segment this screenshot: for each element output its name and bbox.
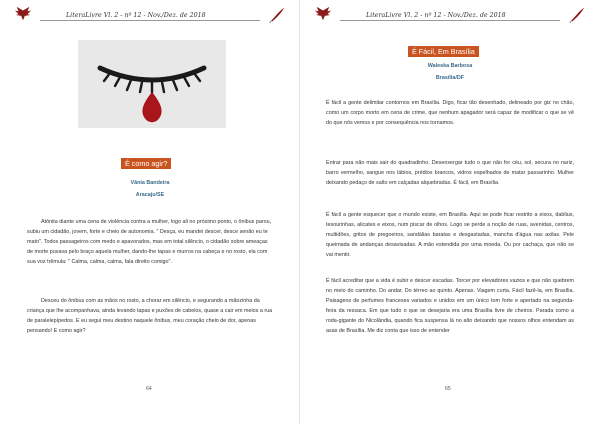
header-title: LiteraLivre Vl. 2 - nº 12 - Nov./Dez. de 2018 [66,12,206,19]
paragraph-1: Atônita diante uma cena de violência contra a mulher, logo ali no próximo ponto, o ônibus parou, subiu um cidadão, jovem, forte e cheio de autonomia. " Desça, eu mandei descer, desce senão eu te mato". Todos passageiros com medo e apavorados, mas em total silêncio, o cidadão sobre ameaças de morte puxava pelo braço aquela mulher, dando-lhe tapas e murros na cabeça e no rosto, ela com sua voz trêmula: " Calma, calma, calma, fala direito comigo". [27,219,272,266]
header-rule [340,20,560,21]
author-place: Aracaju/SE [135,192,165,198]
right-page [300,0,600,424]
crying-eye-illustration [78,40,226,128]
quill-icon [268,6,286,24]
paragraph-2: Entrar para não mais sair do quadradinho. Desenxergar tudo o que não for céu, sol, secura no nariz, barro vermelho, sangue nos lábios, prédios brancos, vidros espelhados de matar passarinho. Mulher deixando pedaço de salto em calçadas alquebradas. É fácil, em Brasília. [326,160,574,187]
paragraph-1: É fácil a gente delimitar contornos em Brasília. Digo, ficar tão desenhado, delineado por giz no chão, como um corpo morto em cena de crime, que nenhum apagador será capaz de modificar o que se vê do que nós vemos e por consequência nos tornamos. [326,100,574,127]
author-name: Waleska Barbosa [427,63,473,69]
author-name: Vânia Bandeira [130,180,170,186]
eagle-icon [314,6,332,24]
page-number: 65 [445,386,451,392]
page-number: 64 [146,386,152,392]
header-title: LiteraLivre Vl. 2 - nº 12 - Nov./Dez. de 2018 [366,12,506,19]
header-rule [40,20,260,21]
author-place: Brasília/DF [435,75,465,81]
paragraph-4: É fácil acreditar que a vida é subir e descer escadas. Torcer por elevadores vazios e que não quebrem no meio do caminho. Do andar. Do térreo ao quinto. Apenas. Viagem curta. Fácil fazê-la, em Brasília. Paisagens de perfumes franceses variados e unidos em um único tom forte e apertado na segunda-feira da ressaca. Em que tudo o que se desejaria era uma Brasília livre de cheiros. Parada como a roda-gigante do Nicolândia, quando fica suspensa lá no alto deixando que nossos olhos entendam as asas de Brasília. Me diz conta que isso de entender [326,278,574,335]
paragraph-3: É fácil a gente esquecer que o mundo existe, em Brasília. Aqui se pode ficar restrito a eixos, dablius, tesourinhas, alicates e eixos, num piscar de olhos. Logo se perde a noção de ruas, avenidas, centros, multidões, gritos de pregoeiros, sandálias baratas e desgastadas, mancha d'água nas axilas. Pele queimada de andanças desavisadas. A mão estendida por uma moeda. Ou por cachaça, que não se vai mentir. [326,212,574,259]
eagle-icon [14,6,32,24]
story-title: É como agir? [121,158,171,169]
quill-icon [568,6,586,24]
paragraph-2: Desceu do ônibus com as mãos no rosto, a chorar em silêncio, e segurando a mãozinha da criança que lhe acompanhava, ainda levando tapas e puxões de cabelos, quase a cair em meios a rua de paralelepípedos. E eu segui meu destino naquele ônibus, meu coração cheio de dor, apenas pensando! E como agir? [27,298,273,335]
left-page-header [0,6,300,26]
right-page-header [300,6,600,26]
story-title: É Fácil, Em Brasília [408,46,479,57]
